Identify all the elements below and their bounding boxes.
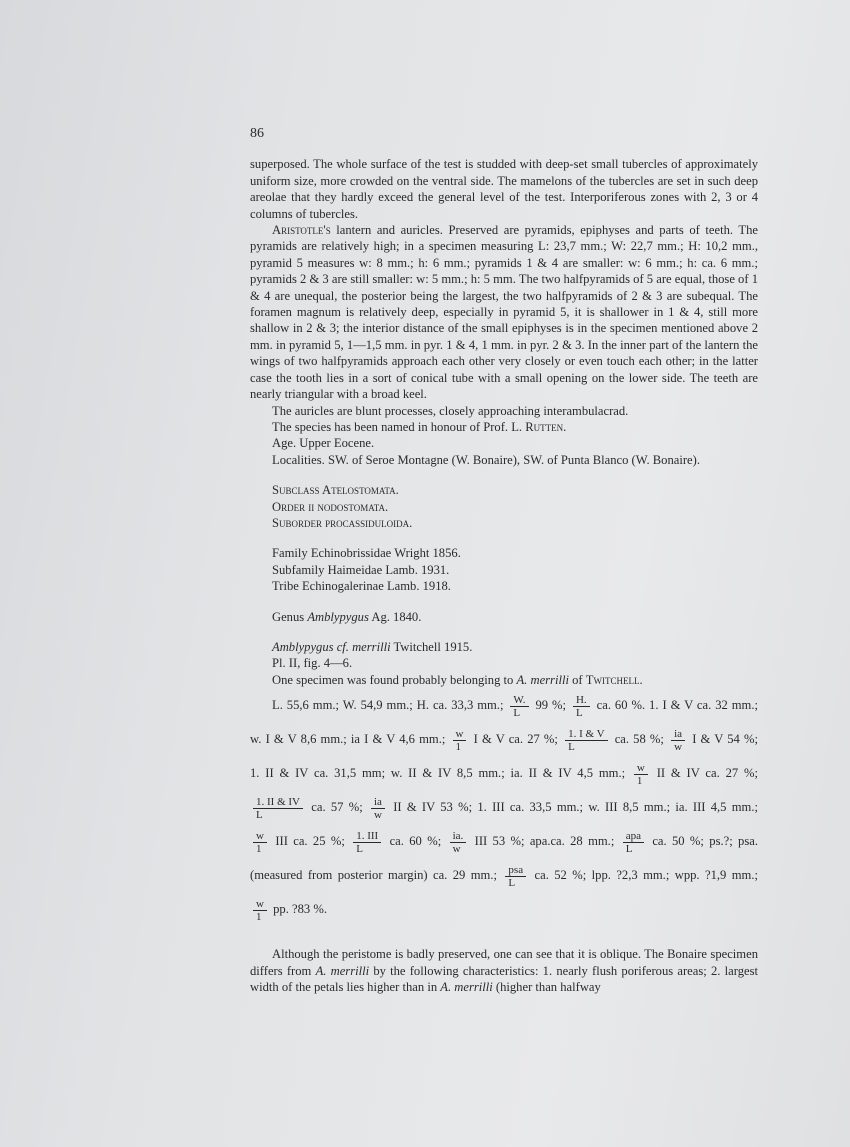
- family-line: Family Echinobrissidae Wright 1856.: [272, 546, 461, 561]
- plate-line: Pl. II, fig. 4—6.: [272, 656, 353, 671]
- fraction: $\frac{ia.}{w}$: [450, 830, 467, 855]
- specimen-line: [250, 672, 758, 688]
- measure-line-2: w. I & V 8,6 mm.; ia I & V 4,6 mm.; $\frac{w}{1}$ I & V ca. 27 %; $\frac{1. I \& V}{L}$ ca. 58 %; $\frac{ia}{w}$ I & V 54 %;: [250, 727, 758, 753]
- genus-name: Amblypygus: [307, 609, 369, 624]
- fraction: $\frac{w}{1}$: [453, 728, 467, 753]
- fraction: $\frac{\text{apa}}{L}$: [623, 830, 644, 855]
- species-heading: [250, 639, 758, 655]
- fraction: $\frac{\text{psa}}{L}$: [505, 864, 526, 889]
- lantern-text: lantern and auricles. Preserved are pyramids, epiphyses and parts of teeth. The pyramids are relatively high; in a specimen measuring L: 23,7 mm.; W: 22,7 mm.; H: 10,2 mm., pyramid 5 measures w: 8 mm.; h: 6 mm.; pyramids 1 & 4 are smaller: w: 6 mm.; h: ca. 6 mm.; pyramids 2 & 3 are still smaller: w: 5 mm.; h: 5 mm. The two halfpyramids of 5 are equal, those of 1 & 4 are unequal, the posterior being the largest, the two halfpyramids of 2 & 3 are subequal. The foramen magnum is relatively deep, especially in pyramid 5, it is shallower in 1 & 4, still more shallow in 2 & 3; the interior distance of the small epiphyses is in the specimen mentioned above 2 mm. in pyramid 5, 1—1,5 mm. in pyr. 1 & 4, 1 mm. in pyr. 2 & 3. In the inner part of the lantern the wings of two halfpyramids approach each other very closely or even touch each other; in the latter case the tooth lies in a sort of conical tube with a small opening on the lower side. The teeth are nearly triangular with a broad keel.: [250, 223, 758, 402]
- fraction: $\frac{w}{1}$: [253, 898, 267, 923]
- rutten-name: Rutten.: [525, 419, 567, 434]
- fraction: $\frac{w}{1}$: [253, 830, 267, 855]
- fraction: $\frac{w}{1}$: [634, 762, 648, 787]
- measure-line-5: $\frac{w}{1}$ III ca. 25 %; $\frac{\text{1. III}}{L}$ ca. 60 %; $\frac{ia.}{w}$ III 53 %; apa.ca. 28 mm.; $\frac{\text{apa}}{L}$ ca. 50 %; ps.?; psa.: [250, 824, 758, 858]
- age-line: Age. Upper Eocene.: [272, 436, 375, 451]
- measure-line-1: L. 55,6 mm.; W. 54,9 mm.; H. ca. 33,3 mm.; $\frac{W.}{L}$ 99 %; $\frac{H.}{L}$ ca. 60 %. 1. I & V ca. 32 mm.;: [272, 693, 758, 719]
- genus-line: [250, 609, 758, 625]
- tribe-line: Tribe Echinogalerinae Lamb. 1918.: [272, 579, 451, 594]
- fraction: $\frac{ia}{w}$: [671, 728, 685, 753]
- peristome-text-a: Although the peristome is badly preserved, one can see that it is oblique. The Bonaire specimen differs from: [250, 947, 758, 978]
- fraction: $\frac{1. I \& V}{L}$: [565, 728, 607, 753]
- subclass-line: Subclass Atelostomata.: [272, 483, 399, 498]
- page-content: [250, 126, 758, 995]
- specimen-species: A. merrilli: [516, 672, 569, 687]
- fraction: $\frac{1. II \& IV}{L}$: [253, 796, 303, 821]
- species-author: Twitchell 1915.: [390, 639, 473, 654]
- measure-line-3: 1. II & IV ca. 31,5 mm; w. II & IV 8,5 mm.; ia. II & IV 4,5 mm.; $\frac{w}{1}$ II & IV ca. 27 %;: [250, 761, 758, 787]
- fraction: $\frac{\text{1. III}}{L}$: [353, 830, 381, 855]
- species-ref-1: A. merrilli: [315, 963, 370, 978]
- suborder-line: Suborder procassiduloida.: [272, 515, 413, 530]
- page-number: 86: [250, 126, 264, 141]
- specimen-author: Twitchell.: [585, 672, 643, 687]
- localities-line: Localities. SW. of Seroe Montagne (W. Bonaire), SW. of Punta Blanco (W. Bonaire).: [272, 452, 700, 467]
- paragraph-test-surface: superposed. The whole surface of the test is studded with deep-set small tubercles of approximately uniform size, more crowded on the ventral side. The mamelons of the tubercles are set in such deep areolae that they hardly exceed the general level of the test. Interporiferous zones with 2, 3 or 4 columns of tubercles.: [250, 157, 758, 221]
- measure-line-7: $\frac{w}{1}$ pp. ?83 %.: [250, 892, 758, 926]
- paragraph-peristome: [250, 946, 758, 995]
- measure-line-6: (measured from posterior margin) ca. 29 mm.; $\frac{\text{psa}}{L}$ ca. 52 %; lpp. ?2,3 mm.; wpp. ?1,9 mm.;: [250, 863, 758, 889]
- paragraph-lantern: [250, 222, 758, 402]
- specimen-text: One specimen was found probably belonging to: [272, 672, 517, 687]
- species-name: Amblypygus cf. merrilli: [272, 639, 391, 654]
- peristome-text-b: by the following characteristics: 1. nearly flush poriferous areas; 2. largest width of the petals lies higher than in: [250, 963, 758, 994]
- genus-label: Genus: [272, 609, 308, 624]
- species-named-line: [250, 419, 758, 435]
- measurements-block: [250, 688, 758, 926]
- specimen-of: of: [568, 672, 586, 687]
- species-named-text: The species has been named in honour of Prof. L.: [272, 419, 526, 434]
- fraction: $\frac{W.}{L}$: [510, 694, 528, 719]
- auricles-line: The auricles are blunt processes, closely approaching interambulacrad.: [272, 403, 629, 418]
- measure-line-4: $\frac{1. II \& IV}{L}$ ca. 57 %; $\frac{ia}{w}$ II & IV 53 %; 1. III ca. 33,5 mm.; w. III 8,5 mm.; ia. III 4,5 mm.;: [250, 790, 758, 824]
- fraction: $\frac{H.}{L}$: [573, 694, 590, 719]
- order-line: Order ii nodostomata.: [272, 499, 389, 514]
- peristome-text-c: (higher than halfway: [492, 980, 601, 994]
- species-ref-2: A. merrilli: [440, 980, 493, 994]
- subfamily-line: Subfamily Haimeidae Lamb. 1931.: [272, 562, 450, 577]
- aristotle-term: Aristotle's: [272, 223, 331, 238]
- fraction: $\frac{ia}{w}$: [371, 796, 385, 821]
- genus-author: Ag. 1840.: [368, 609, 422, 624]
